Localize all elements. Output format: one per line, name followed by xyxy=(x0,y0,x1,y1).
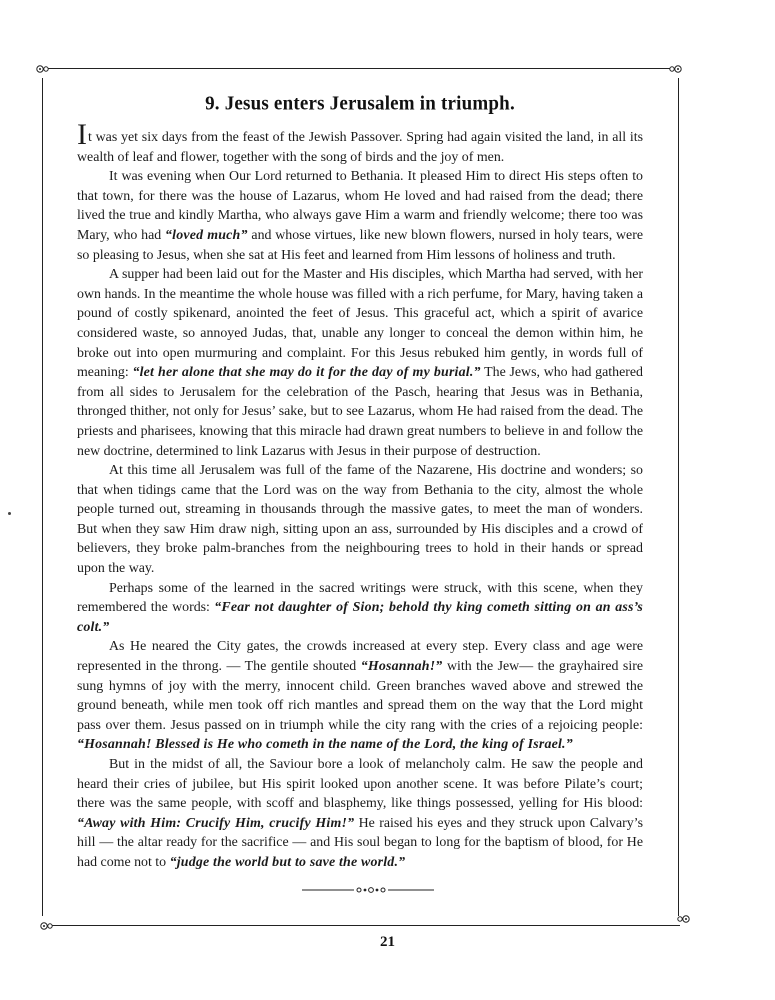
chapter-title: 9. Jesus enters Jerusalem in triumph. xyxy=(205,92,515,115)
quoted-scripture: “let her alone that she may do it for the day of my burial.” xyxy=(132,365,481,381)
quoted-scripture: “Hosannah!” xyxy=(360,659,443,675)
quoted-scripture: “Hosannah! Blessed is He who cometh in the name of the Lord, the king of Israel.” xyxy=(77,737,573,753)
quoted-scripture: “Away with Him: Crucify Him, crucify Him!” xyxy=(77,815,355,831)
paragraph xyxy=(77,265,643,461)
corner-ornament-bottom-right-icon xyxy=(674,912,692,926)
quoted-scripture: “judge the world but to save the world.” xyxy=(169,854,406,870)
paragraph xyxy=(77,755,643,873)
frame-left-line xyxy=(42,78,43,916)
paragraph xyxy=(77,637,643,755)
text-run: and whose virtues, like new blown flowers, nursed in holy tears, were so pleasing to Jesus, when she sat at His feet and learned from Him lessons of holiness and truth. xyxy=(77,227,643,263)
page-body xyxy=(77,93,643,873)
frame-top-line xyxy=(48,68,670,69)
frame-bottom-line xyxy=(52,925,680,926)
text-run: with the Jew— the grayhaired sire sung hymns of joy with the merry, innocent child. Green branches waved above and strewed the ground beneath, while men took off rich mantles and spread them on the way that the Lord might pass over them. Jesus passed on in triumph while the city rang with the cries of a rejoicing people: xyxy=(77,659,643,733)
paragraph xyxy=(77,118,643,167)
paragraph xyxy=(77,167,643,265)
corner-ornament-top-left-icon xyxy=(34,62,52,76)
quoted-scripture: “loved much” xyxy=(165,227,248,243)
text-run: He raised his eyes and they struck upon Calvary’s hill — the altar ready for the sacrifice — and His soul began to long for the baptism of blood, for He had come not to xyxy=(77,815,643,870)
paragraph xyxy=(77,579,643,638)
paragraph xyxy=(77,461,643,579)
text-run: A supper had been laid out for the Master and His disciples, which Martha had served, with her own hands. In the meantime the whole house was filled with a rich perfume, for Mary, having taken a pound of costly spikenard, anointed the feet of Jesus. This graceful act, which a spirit of avarice considered waste, so annoyed Judas, that, unable any longer to conceal the demon within him, he broke out into open murmuring and complaint. For this Jesus rebuked him gently, in words full of meaning: xyxy=(77,267,643,381)
text-run: Perhaps some of the learned in the sacred writings were struck, with this scene, when they remembered the words: xyxy=(77,580,643,616)
margin-speck xyxy=(8,512,11,515)
text-run: As He neared the City gates, the crowds increased at every step. Every class and age were represented in the throng. — The gentile shouted xyxy=(77,639,643,675)
frame-right-line xyxy=(678,78,679,916)
text-run: At this time all Jerusalem was full of the fame of the Nazarene, His doctrine and wonders; so that when tidings came that the Lord was on the way from Bethania to the city, almost the whole people turned out, streaming in thousands through the massive gates, to meet the man of wonders. But when they saw Him draw nigh, sitting upon an ass, surrounded by His disciples and a crowd of believers, they broke palm-branches from the neighbouring trees to hold in their hands or spread upon the way. xyxy=(77,463,643,577)
text-run: It was evening when Our Lord returned to Bethania. It pleased Him to direct His steps often to that town, for there was the house of Lazarus, whom He loved and had raised from the dead; there lived the true and kindly Martha, who always gave Him a warm and friendly welcome; there too was Mary, who had xyxy=(77,169,643,243)
quoted-scripture: “Fear not daughter of Sion; behold thy king cometh sitting on an ass’s colt.” xyxy=(77,600,643,635)
page-number: 21 xyxy=(380,934,395,950)
text-column xyxy=(77,118,644,873)
corner-ornament-top-right-icon xyxy=(666,62,684,76)
corner-ornament-bottom-left-icon xyxy=(38,919,56,933)
section-end-ornament-icon xyxy=(302,882,434,896)
text-run: But in the midst of all, the Saviour bore a look of melancholy calm. He saw the people and heard their cries of jubilee, but His spirit looked upon another scene. It was before Pilate’s court; there was the same people, with scoff and blasphemy, like things possessed, yelling for His blood: xyxy=(77,757,643,812)
drop-cap: I xyxy=(77,118,87,151)
text-run: t was yet six days from the feast of the Jewish Passover. Spring had again visited the land, in all its wealth of leaf and flower, together with the song of birds and the joy of men. xyxy=(77,130,643,165)
text-run: The Jews, who had gathered from all sides to Jerusalem for the celebration of the Pasch, hearing that Jesus was in Bethania, thronged thither, not only for Jesus’ sake, but to see Lazarus, whom He had raised from the dead. The priests and pharisees, knowing that this miracle had drawn great numbers to believe in and follow the new doctrine, determined to link Lazarus with Jesus in their purpose of destruction. xyxy=(77,365,644,459)
